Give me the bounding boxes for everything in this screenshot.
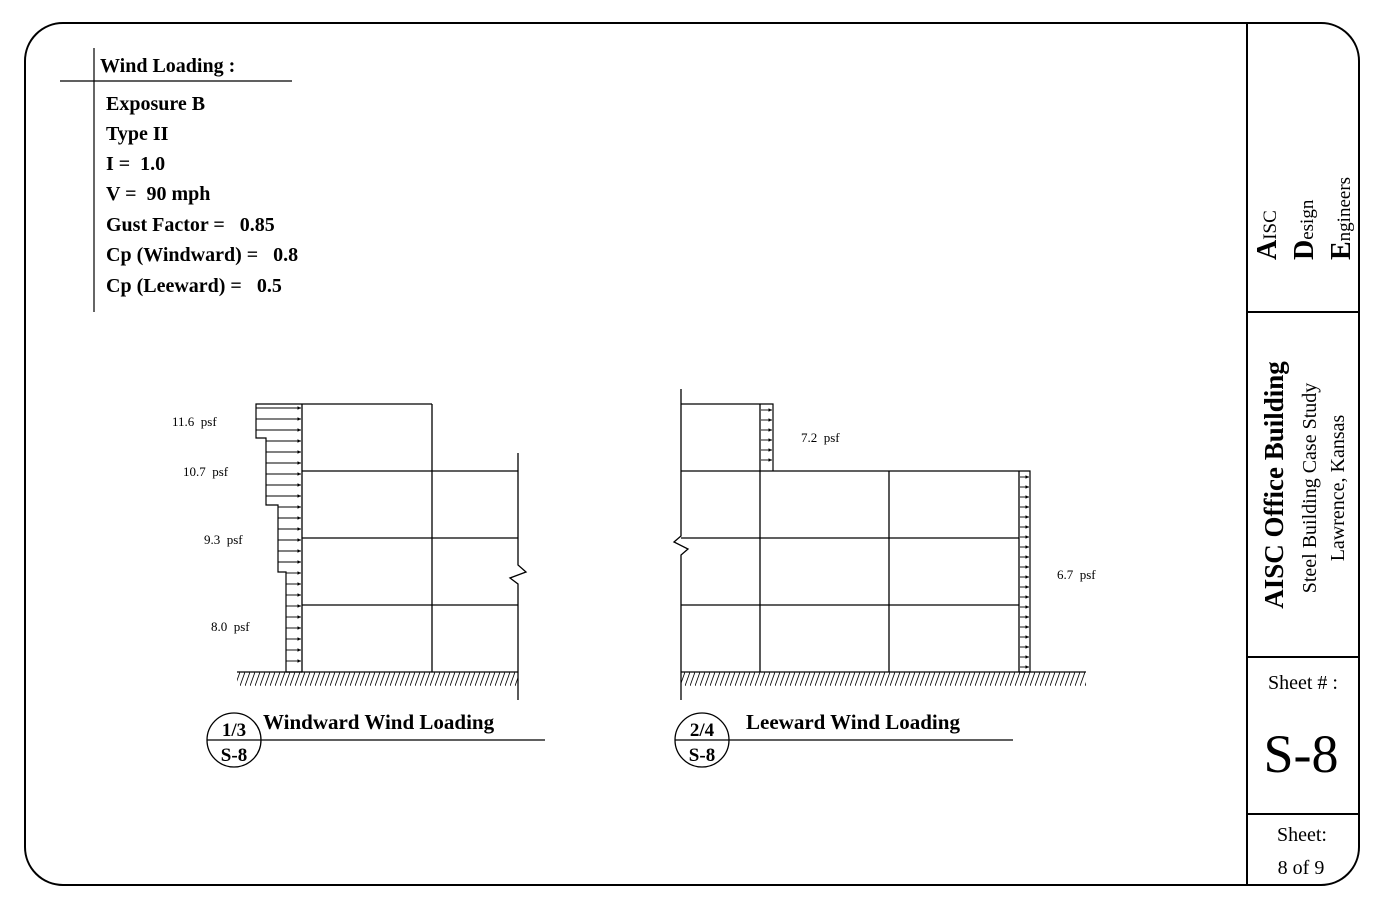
windward-diagram: [172, 404, 545, 767]
note-importance: I = 1.0: [106, 153, 166, 175]
note-cp-leeward: Cp (Leeward) = 0.5: [106, 275, 282, 297]
project-title: AISC Office Building: [1259, 361, 1289, 609]
firm-name: [1252, 177, 1357, 260]
leeward-diagram: [674, 389, 1096, 767]
leeward-title: Leeward Wind Loading: [746, 710, 960, 734]
project-info: [1259, 361, 1349, 609]
note-wind-speed: V = 90 mph: [106, 183, 211, 205]
windward-tag-top: 1/3: [221, 720, 247, 741]
leeward-tag-top: 2/4: [689, 720, 715, 741]
leeward-parapet-pressure: [760, 404, 773, 471]
project-subtitle: Steel Building Case Study: [1299, 382, 1321, 594]
note-type: Type II: [106, 123, 169, 145]
sheet-count: 8 of 9: [1277, 857, 1325, 879]
leeward-tag-bottom: S-8: [688, 745, 716, 766]
windward-tag-bottom: S-8: [220, 745, 248, 766]
windward-load-2: 10.7 psf: [183, 464, 229, 479]
firm-line-2: Design: [1289, 199, 1320, 260]
note-gust-factor: Gust Factor = 0.85: [106, 214, 275, 236]
firm-line-1: AISC: [1252, 210, 1283, 260]
wind-loading-notes: [60, 48, 298, 312]
leeward-wall-pressure: [1019, 471, 1030, 672]
note-cp-windward: Cp (Windward) = 0.8: [106, 244, 299, 266]
windward-load-3: 9.3 psf: [204, 532, 243, 547]
sheet-count-label: Sheet:: [1277, 824, 1327, 846]
windward-load-1: 11.6 psf: [172, 414, 217, 429]
windward-pressure-profile: [256, 404, 302, 672]
windward-load-4: 8.0 psf: [211, 619, 250, 634]
sheet-number-label: Sheet # :: [1268, 672, 1338, 694]
project-location: Lawrence, Kansas: [1327, 414, 1349, 562]
windward-ground-hatch: [237, 672, 518, 686]
windward-title: Windward Wind Loading: [263, 710, 495, 734]
leeward-frame: [674, 389, 1019, 700]
windward-frame: [302, 404, 526, 700]
sheet-number: S-8: [1263, 724, 1339, 784]
leeward-ground-hatch: [681, 672, 1086, 686]
leeward-load-wall: 6.7 psf: [1057, 567, 1096, 582]
note-exposure: Exposure B: [106, 93, 206, 115]
firm-line-3: Engineers: [1326, 176, 1357, 260]
notes-heading: Wind Loading :: [100, 55, 236, 77]
leeward-load-parapet: 7.2 psf: [801, 430, 840, 445]
